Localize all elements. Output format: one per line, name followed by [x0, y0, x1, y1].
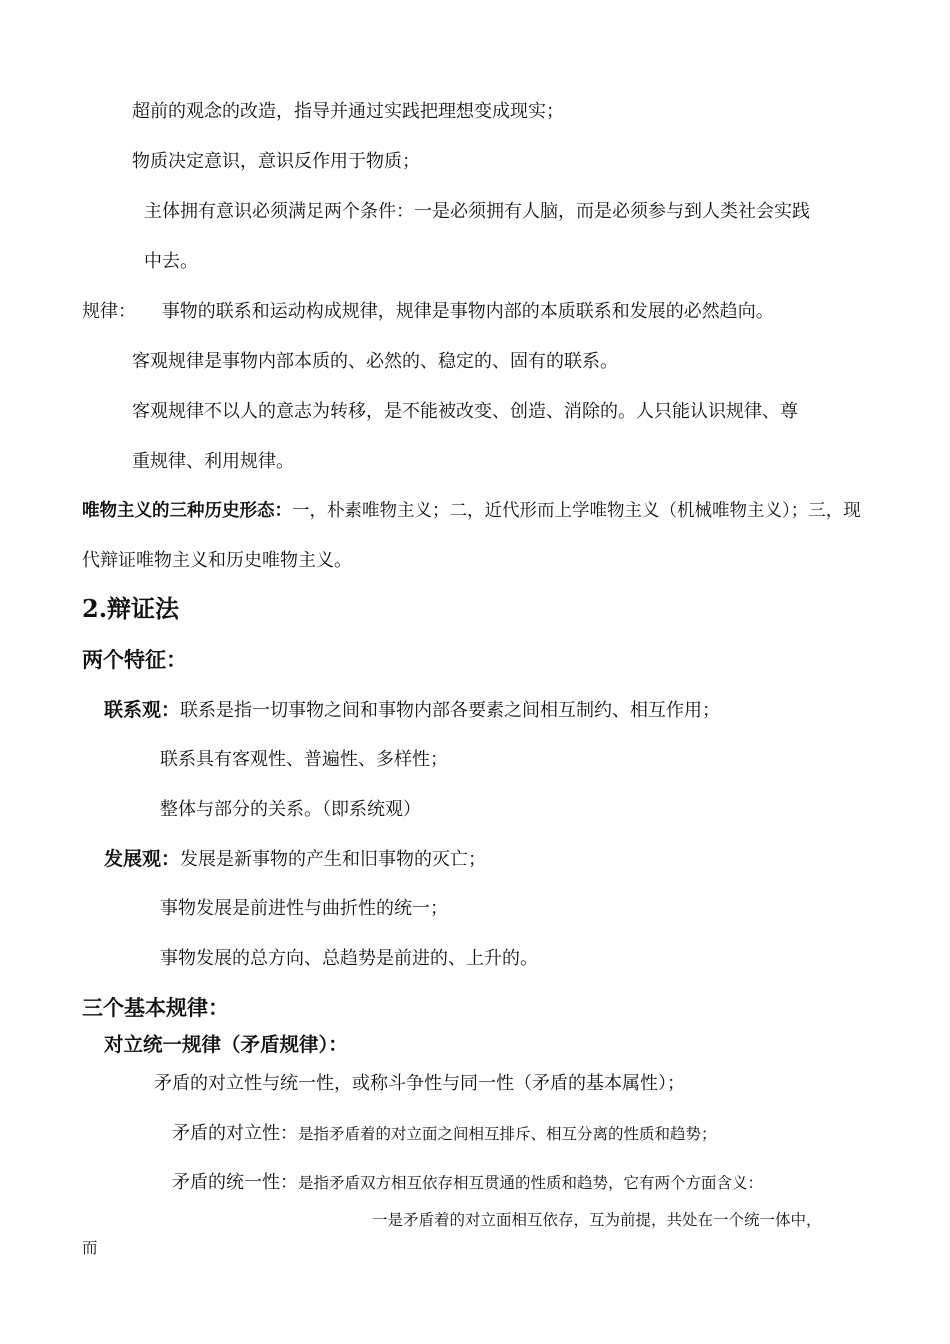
law-definition	[82, 300, 774, 324]
text-line: 中去。	[144, 251, 198, 272]
text-line: 客观规律不以人的意志为转移，是不能被改变、创造、消除的。人只能认识规律、尊	[132, 401, 798, 422]
term-label: 矛盾的统一性：	[172, 1172, 298, 1193]
text-line: 一是矛盾着的对立面相互依存，互为前提，共处在一个统一体中，	[372, 1211, 822, 1229]
term-text: 发展是新事物的产生和旧事物的灭亡；	[180, 849, 487, 870]
term-label: 唯物主义的三种历史形态：	[82, 501, 292, 521]
text-line: 物质决定意识，意识反作用于物质；	[132, 151, 420, 172]
text-line: 矛盾的对立性与统一性，或称斗争性与同一性（矛盾的基本属性）；	[154, 1073, 685, 1094]
text-line: 客观规律是事物内部本质的、必然的、稳定的、固有的联系。	[132, 351, 618, 372]
materialism-forms	[82, 499, 861, 523]
text-line: 事物发展的总方向、总趋势是前进的、上升的。	[160, 948, 538, 969]
unity-definition	[172, 1171, 763, 1195]
subsection-heading: 两个特征：	[82, 647, 187, 672]
term-text: 是指矛盾双方相互依存相互贯通的性质和趋势，它有两个方面含义：	[298, 1174, 764, 1192]
term-label: 矛盾的对立性：	[172, 1123, 298, 1144]
term-text: 联系是指一切事物之间和事物内部各要素之间相互制约、相互作用；	[180, 700, 721, 721]
opposition-definition	[172, 1122, 717, 1146]
term-text: 事物的联系和运动构成规律，规律是事物内部的本质联系和发展的必然趋向。	[161, 301, 774, 322]
text-line: 整体与部分的关系。（即系统观）	[160, 799, 421, 820]
term-text: 是指矛盾着的对立面之间相互排斥、相互分离的性质和趋势；	[298, 1125, 717, 1143]
text-line: 事物发展是前进性与曲折性的统一；	[160, 898, 448, 919]
law-heading: 对立统一规律（矛盾规律）：	[104, 1033, 348, 1056]
term-text: 一，朴素唯物主义；二，近代形而上学唯物主义（机械唯物主义）；三，现	[292, 501, 861, 521]
development-view	[104, 847, 486, 872]
text-line: 而	[82, 1239, 98, 1257]
text-line: 重规律、利用规律。	[132, 451, 294, 472]
section-heading: 2.辩证法	[82, 594, 180, 623]
text-line: 联系具有客观性、普遍性、多样性；	[160, 749, 448, 770]
text-line: 超前的观念的改造，指导并通过实践把理想变成现实；	[132, 101, 564, 122]
text-line: 代辩证唯物主义和历史唯物主义。	[82, 550, 352, 571]
subsection-heading: 三个基本规律：	[82, 995, 229, 1020]
connection-view	[104, 698, 720, 723]
text-line: 主体拥有意识必须满足两个条件：一是必须拥有人脑，而是必须参与到人类社会实践	[144, 201, 810, 222]
term-label: 联系观：	[104, 699, 181, 721]
term-label: 规律：	[82, 301, 136, 322]
term-label: 发展观：	[104, 848, 181, 870]
